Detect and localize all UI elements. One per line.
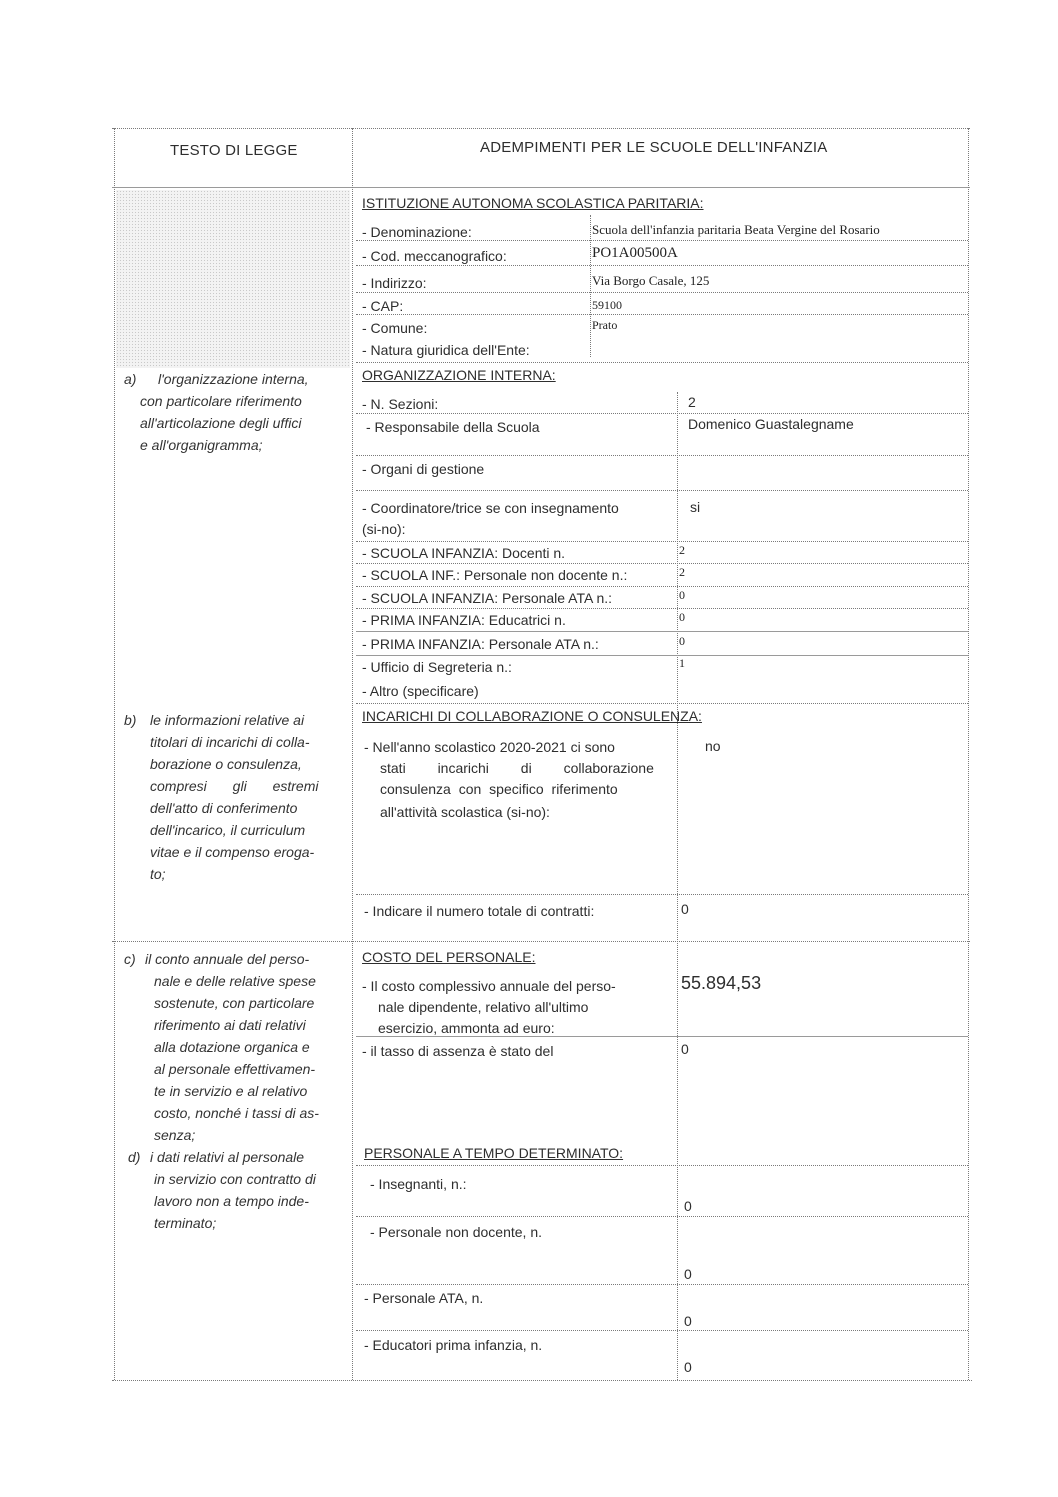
law-c-line: nale e delle relative spese	[154, 973, 316, 989]
td-educatori-label: - Educatori prima infanzia, n.	[364, 1337, 543, 1353]
incarichi-question-line: - Nell'anno scolastico 2020-2021 ci sono	[364, 739, 615, 755]
law-d-line: i dati relativi al personale	[150, 1149, 305, 1165]
row-divider	[356, 362, 968, 363]
row-divider	[356, 240, 968, 241]
row-divider	[356, 631, 968, 632]
law-b-line: borazione o consulenza,	[150, 756, 302, 772]
non-docente-label: - SCUOLA INF.: Personale non docente n.:	[362, 567, 628, 583]
law-c-line: al personale effettivamen-	[154, 1061, 316, 1077]
law-a-line: con particolare riferimento	[140, 393, 302, 409]
incarichi-value: no	[705, 738, 721, 754]
law-b-marker: b)	[124, 712, 137, 728]
law-b-line: to;	[150, 866, 166, 882]
law-c-line: costo, nonché i tassi di as-	[154, 1105, 319, 1121]
law-b-line: titolari di incarichi di colla-	[150, 734, 310, 750]
coordinatore-value: si	[690, 499, 701, 515]
institution-title: ISTITUZIONE AUTONOMA SCOLASTICA PARITARIA:	[362, 195, 704, 211]
educatrici-value: 0	[679, 610, 685, 624]
contratti-label: - Indicare il numero totale di contratti:	[364, 903, 595, 919]
row-divider	[356, 541, 968, 542]
law-b-line: le informazioni relative ai	[150, 712, 305, 728]
organi-label: - Organi di gestione	[362, 461, 485, 477]
denominazione-label: - Denominazione:	[362, 224, 472, 240]
incarichi-question-line: consulenza con specifico riferimento	[380, 781, 618, 797]
column-divider	[352, 128, 353, 1380]
segreteria-value: 1	[679, 656, 685, 670]
row-divider	[356, 1165, 968, 1166]
td-ata-value: 0	[684, 1313, 692, 1329]
incarichi-title: INCARICHI DI COLLABORAZIONE O CONSULENZA:	[362, 708, 702, 724]
header-col-right: ADEMPIMENTI PER LE SCUOLE DELL'INFANZIA	[480, 139, 828, 156]
assenza-label: - il tasso di assenza è stato del	[362, 1043, 554, 1059]
law-d-line: in servizio con contratto di	[154, 1171, 316, 1187]
law-d-marker: d)	[128, 1149, 141, 1165]
td-ata-label: - Personale ATA, n.	[364, 1290, 484, 1306]
law-c-line: alla dotazione organica e	[154, 1039, 310, 1055]
row-divider	[356, 655, 968, 656]
td-insegnanti-label: - Insegnanti, n.:	[370, 1176, 467, 1192]
coordinatore-label-1: - Coordinatore/trice se con insegnamento	[362, 500, 619, 516]
law-c-line: sostenute, con particolare	[154, 995, 315, 1011]
sezioni-label: - N. Sezioni:	[362, 396, 439, 412]
law-c-line: riferimento ai dati relativi	[154, 1017, 306, 1033]
row-divider	[112, 941, 970, 942]
natura-giuridica-label: - Natura giuridica dell'Ente:	[362, 342, 530, 358]
row-divider	[356, 586, 968, 587]
costo-title: COSTO DEL PERSONALE:	[362, 949, 536, 965]
row-divider	[356, 1330, 968, 1331]
law-b-line: dell'atto di conferimento	[150, 800, 298, 816]
row-divider	[356, 703, 968, 704]
costo-line: esercizio, ammonta ad euro:	[378, 1020, 555, 1036]
td-non-docente-value: 0	[684, 1266, 692, 1282]
cap-label: - CAP:	[362, 298, 404, 314]
denominazione-value: Scuola dell'infanzia paritaria Beata Vergine del Rosario	[592, 222, 880, 237]
law-c-marker: c)	[124, 951, 136, 967]
law-c-line: te in servizio e al relativo	[154, 1083, 308, 1099]
incarichi-question-line: stati incarichi di collaborazione	[380, 760, 654, 776]
row-divider	[356, 608, 968, 609]
row-divider	[356, 490, 968, 491]
row-divider	[356, 1284, 968, 1285]
shaded-cell	[116, 190, 350, 368]
row-divider	[356, 455, 968, 456]
td-non-docente-label: - Personale non docente, n.	[370, 1224, 543, 1240]
cod-meccanografico-value: PO1A00500A	[592, 245, 678, 261]
ata-value: 0	[679, 588, 685, 602]
law-c-line: senza;	[154, 1127, 196, 1143]
law-b-line: dell'incarico, il curriculum	[150, 822, 306, 838]
td-educatori-value: 0	[684, 1359, 692, 1375]
indirizzo-label: - Indirizzo:	[362, 275, 427, 291]
comune-label: - Comune:	[362, 320, 428, 336]
pi-ata-label: - PRIMA INFANZIA: Personale ATA n.:	[362, 636, 599, 652]
coordinatore-label-2: (si-no):	[362, 521, 406, 537]
responsabile-label: - Responsabile della Scuola	[366, 419, 540, 435]
row-divider	[356, 413, 968, 414]
segreteria-label: - Ufficio di Segreteria n.:	[362, 659, 512, 675]
table-bottom-border	[112, 1380, 972, 1381]
row-divider	[356, 1216, 968, 1217]
educatrici-label: - PRIMA INFANZIA: Educatrici n.	[362, 612, 566, 628]
assenza-value: 0	[681, 1041, 689, 1057]
altro-label: - Altro (specificare)	[362, 683, 479, 699]
costo-value: 55.894,53	[681, 973, 762, 993]
header-bottom-border	[112, 187, 970, 188]
td-insegnanti-value: 0	[684, 1198, 692, 1214]
table-right-border	[968, 128, 969, 1380]
ata-label: - SCUOLA INFANZIA: Personale ATA n.:	[362, 590, 613, 606]
row-divider	[356, 314, 968, 315]
docenti-value: 2	[679, 543, 685, 557]
row-divider	[356, 292, 968, 293]
law-d-line: terminato;	[154, 1215, 217, 1231]
incarichi-question-line: all'attività scolastica (si-no):	[380, 804, 550, 820]
td-title: PERSONALE A TEMPO DETERMINATO:	[364, 1145, 624, 1161]
law-b-line: compresi gli estremi	[150, 778, 319, 794]
org-title: ORGANIZZAZIONE INTERNA:	[362, 367, 556, 383]
cod-meccanografico-label: - Cod. meccanografico:	[362, 248, 507, 264]
cap-value: 59100	[592, 298, 622, 312]
law-a-marker: a)	[124, 371, 137, 387]
law-a-line: all'articolazione degli uffici	[140, 415, 302, 431]
row-divider	[356, 1036, 968, 1037]
law-a-line: e all'organigramma;	[140, 437, 263, 453]
contratti-value: 0	[681, 901, 689, 917]
comune-value: Prato	[592, 318, 618, 332]
sezioni-value: 2	[688, 394, 696, 410]
responsabile-value: Domenico Guastalegname	[688, 416, 854, 432]
table-top-border	[112, 128, 970, 129]
pi-ata-value: 0	[679, 634, 685, 648]
indirizzo-value: Via Borgo Casale, 125	[592, 273, 710, 288]
row-divider	[356, 265, 968, 266]
row-divider	[356, 563, 968, 564]
value-column-divider-top	[590, 215, 591, 357]
table-left-border	[114, 128, 115, 1380]
law-c-line: il conto annuale del perso-	[145, 951, 310, 967]
law-d-line: lavoro non a tempo inde-	[154, 1193, 309, 1209]
row-divider	[356, 894, 968, 895]
non-docente-value: 2	[679, 565, 685, 579]
costo-line: nale dipendente, relativo all'ultimo	[378, 999, 589, 1015]
law-a-line: l'organizzazione interna,	[158, 371, 309, 387]
header-col-left: TESTO DI LEGGE	[170, 142, 298, 159]
docenti-label: - SCUOLA INFANZIA: Docenti n.	[362, 545, 566, 561]
costo-line: - Il costo complessivo annuale del perso-	[362, 978, 616, 994]
law-b-line: vitae e il compenso eroga-	[150, 844, 315, 860]
